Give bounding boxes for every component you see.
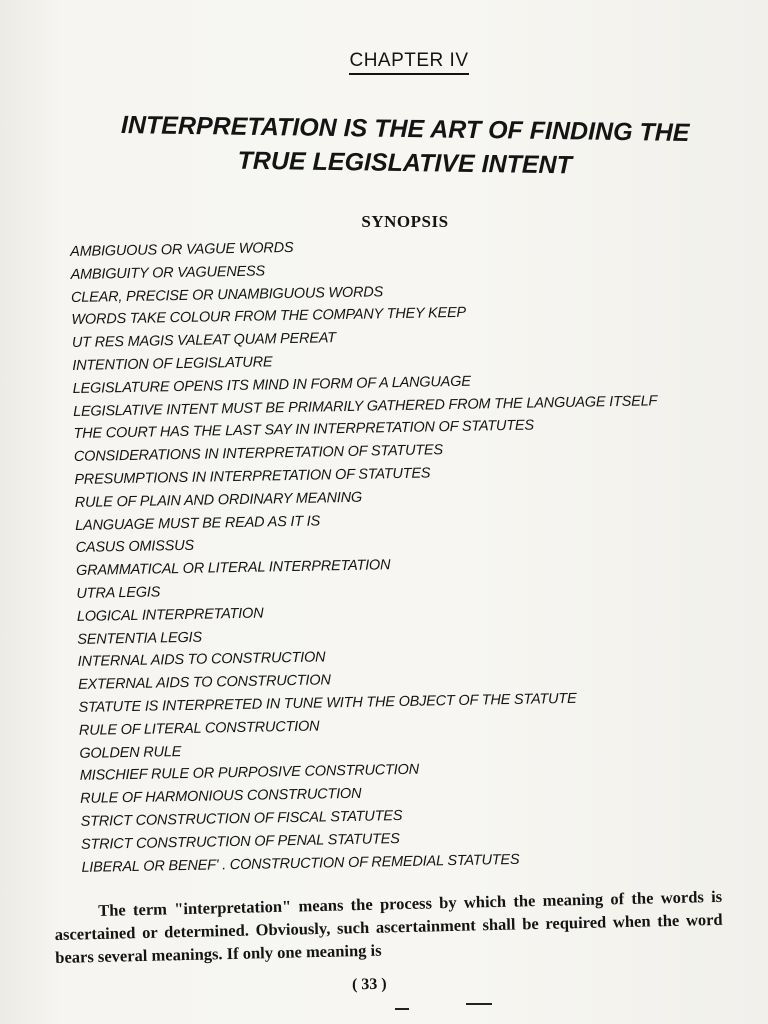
synopsis-item: GOLDEN RULE: [79, 743, 182, 762]
synopsis-item: STATUTE IS INTERPRETED IN TUNE WITH THE OBJECT OF THE STATUTE: [78, 690, 577, 716]
synopsis-item: UT RES MAGIS VALEAT QUAM PEREAT: [71, 330, 336, 352]
synopsis-item: CONSIDERATIONS IN INTERPRETATION OF STATUTES: [73, 442, 444, 466]
synopsis-item: THE COURT HAS THE LAST SAY IN INTERPRETATION OF STATUTES: [73, 417, 535, 443]
synopsis-item: STRICT CONSTRUCTION OF FISCAL STATUTES: [80, 807, 403, 830]
synopsis-item: UTRA LEGIS: [76, 584, 161, 602]
synopsis-item: AMBIGUITY OR VAGUENESS: [70, 263, 266, 283]
synopsis-item: INTENTION OF LEGISLATURE: [72, 354, 273, 374]
synopsis-item: CLEAR, PRECISE OR UNAMBIGUOUS WORDS: [70, 283, 384, 306]
synopsis-item: SENTENTIA LEGIS: [77, 629, 203, 648]
synopsis-heading: SYNOPSIS: [361, 212, 449, 231]
synopsis-item: INTERNAL AIDS TO CONSTRUCTION: [77, 649, 326, 671]
chapter-heading: [0, 50, 768, 72]
synopsis-item: LEGISLATURE OPENS ITS MIND IN FORM OF A LANGUAGE: [72, 373, 471, 397]
body-paragraph: The term "interpretation" means the process by which the meaning of the words is ascertained or determined. Obviously, such ascertainment shall be required when the word bears several meanings. If only one meaning is: [54, 886, 723, 967]
synopsis-item: WORDS TAKE COLOUR FROM THE COMPANY THEY KEEP: [71, 305, 467, 329]
chapter-title-line: INTERPRETATION IS THE ART OF FINDING THE: [120, 111, 690, 147]
synopsis-item: STRICT CONSTRUCTION OF PENAL STATUTES: [80, 830, 400, 853]
synopsis-item: LIBERAL OR BENEF' . CONSTRUCTION OF REMEDIAL STATUTES: [81, 851, 520, 876]
chapter-label: CHAPTER IV: [349, 50, 468, 75]
page-number: ( 33 ): [351, 975, 387, 994]
synopsis-item: AMBIGUOUS OR VAGUE WORDS: [70, 239, 294, 260]
synopsis-item: LOGICAL INTERPRETATION: [76, 605, 264, 625]
print-mark: [466, 1003, 492, 1005]
print-mark: [395, 1008, 409, 1010]
synopsis-item: MISCHIEF RULE OR PURPOSIVE CONSTRUCTION: [79, 762, 420, 785]
synopsis-item: LANGUAGE MUST BE READ AS IT IS: [75, 513, 321, 534]
chapter-title-line: TRUE LEGISLATIVE INTENT: [237, 146, 573, 180]
synopsis-item: RULE OF HARMONIOUS CONSTRUCTION: [80, 785, 362, 808]
chapter-title: [60, 107, 751, 185]
synopsis-item: LEGISLATIVE INTENT MUST BE PRIMARILY GATHERED FROM THE LANGUAGE ITSELF: [72, 392, 658, 420]
synopsis-item: CASUS OMISSUS: [75, 538, 195, 557]
synopsis-item: GRAMMATICAL OR LITERAL INTERPRETATION: [75, 557, 391, 580]
synopsis-item: EXTERNAL AIDS TO CONSTRUCTION: [77, 672, 331, 694]
synopsis-item: RULE OF LITERAL CONSTRUCTION: [78, 718, 320, 739]
synopsis-list: [70, 230, 666, 879]
synopsis-item: RULE OF PLAIN AND ORDINARY MEANING: [74, 489, 363, 511]
synopsis-item: PRESUMPTIONS IN INTERPRETATION OF STATUTES: [74, 465, 431, 488]
